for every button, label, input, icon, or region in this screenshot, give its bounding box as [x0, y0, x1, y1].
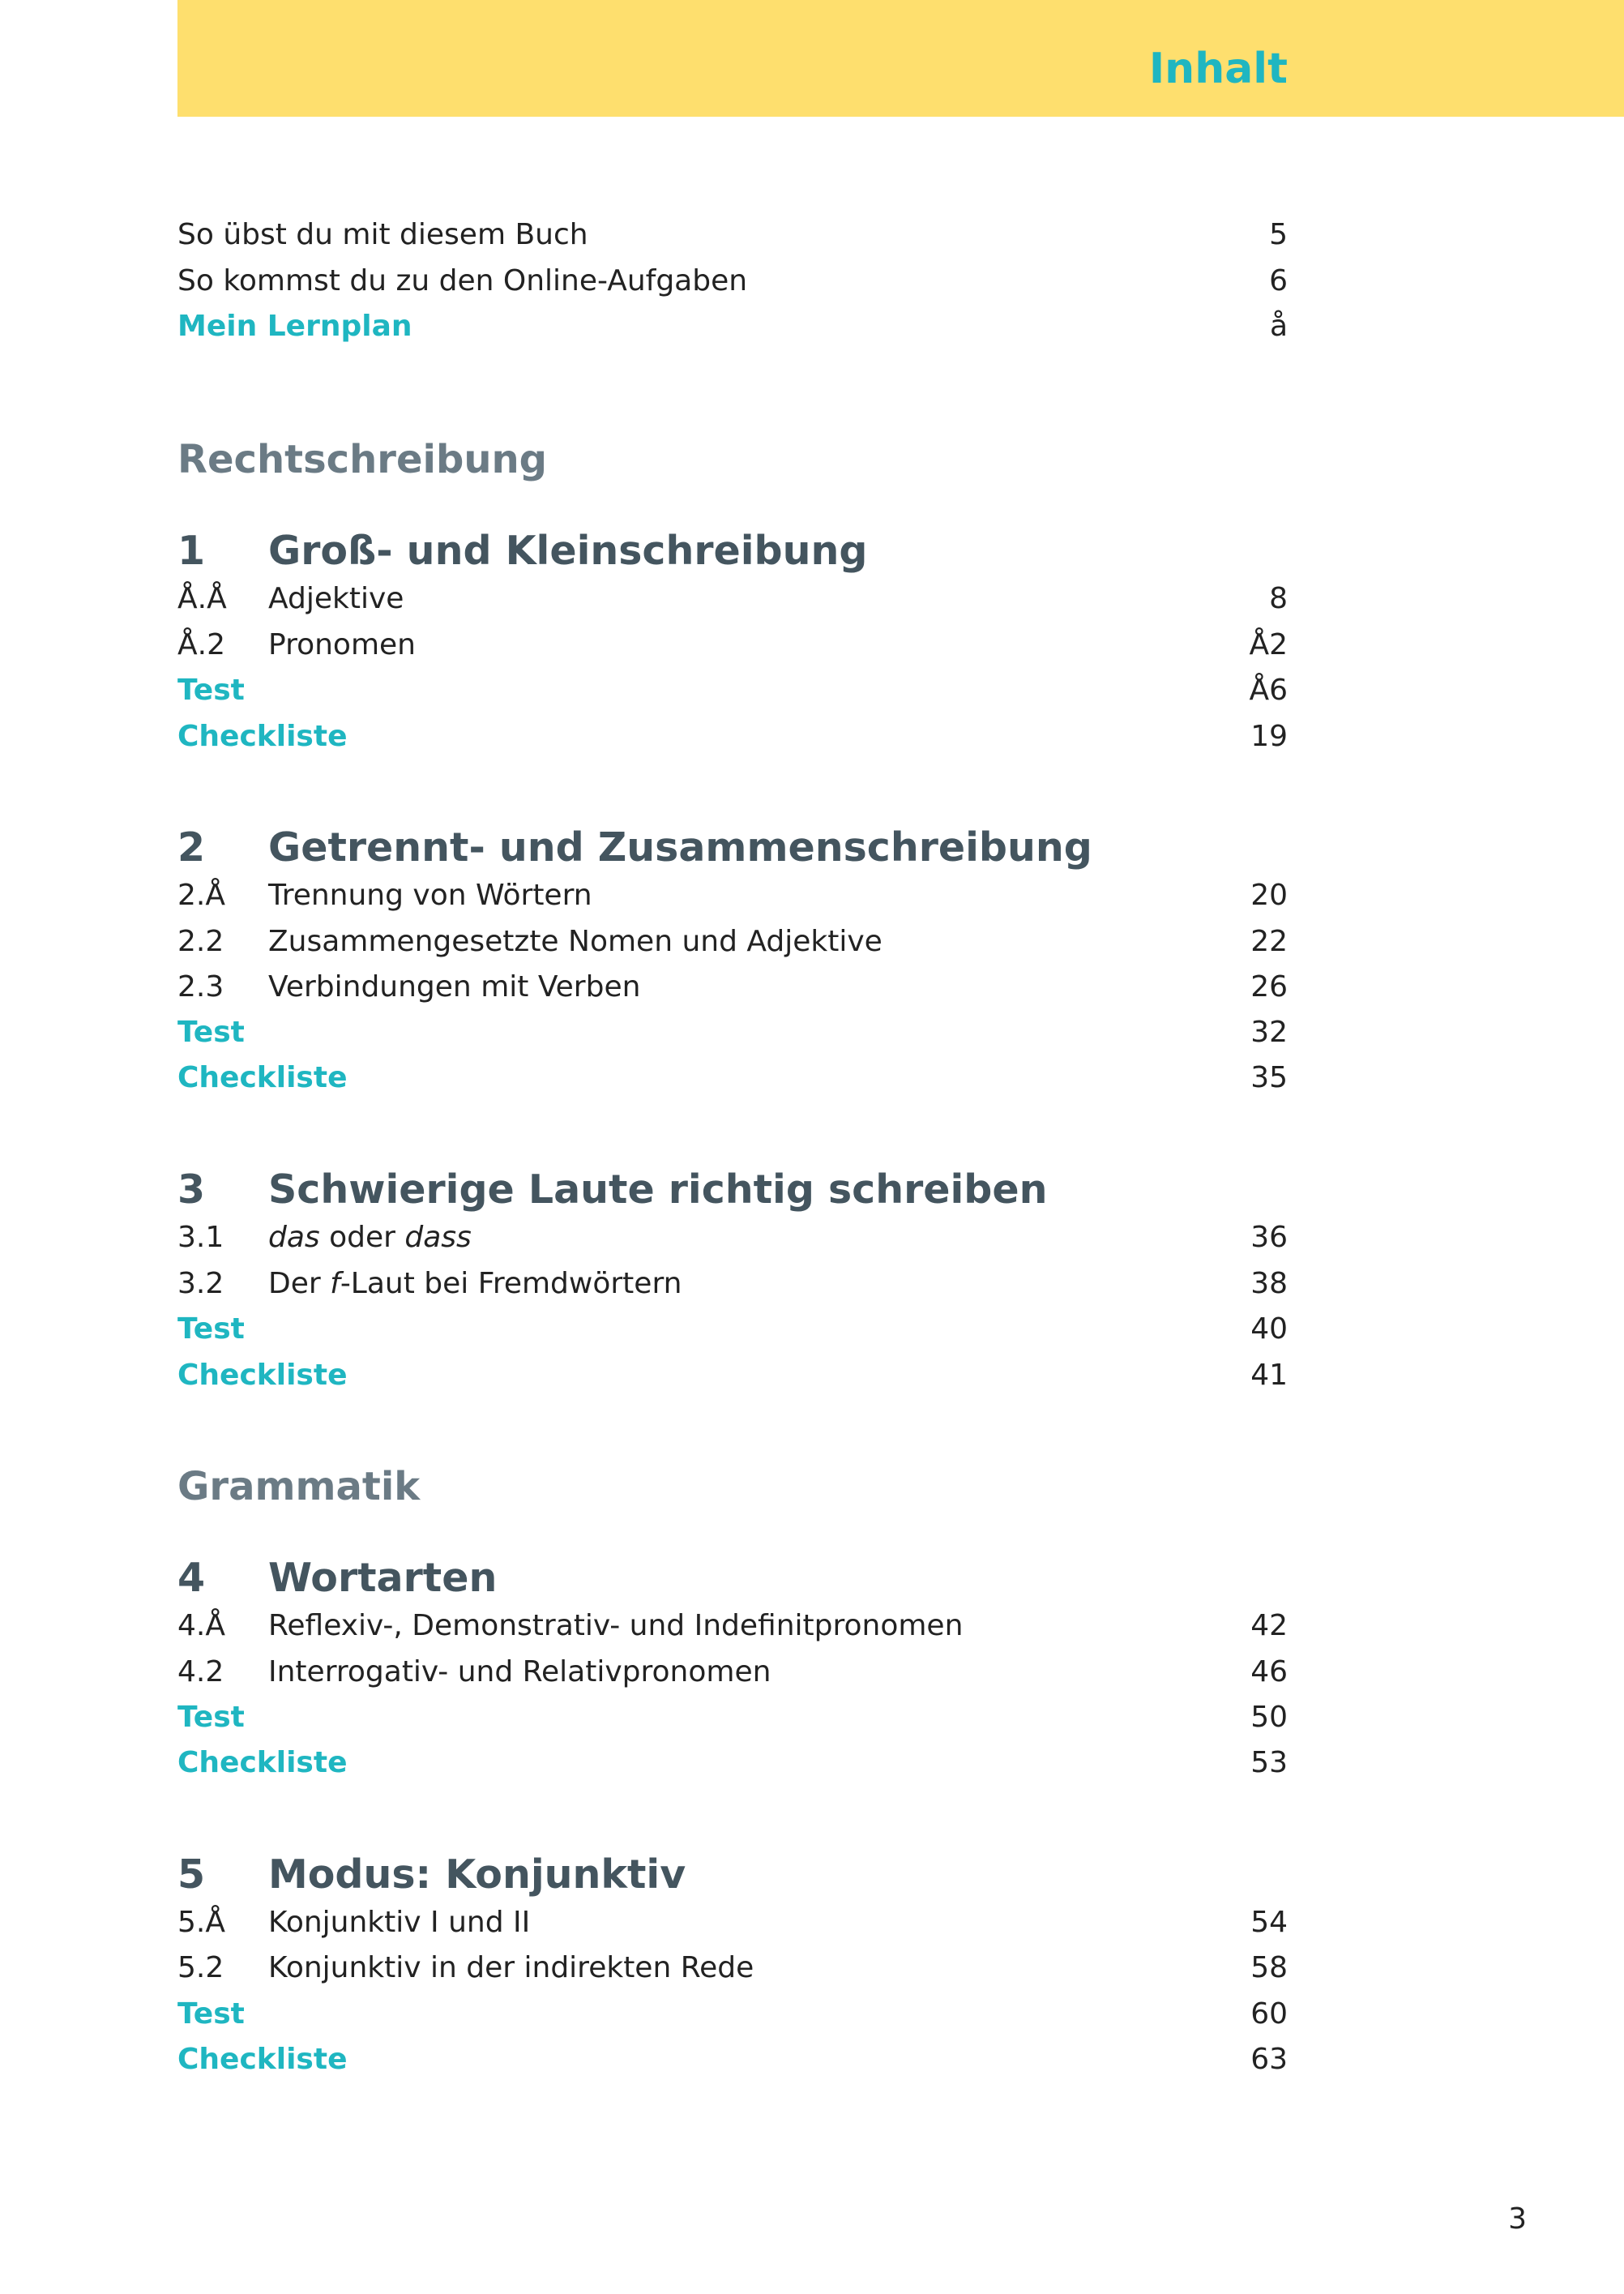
toc-number: 5.Å — [177, 1906, 225, 1939]
toc-row-intro[interactable] — [177, 212, 1288, 258]
chapter-title: Wortarten — [268, 1555, 498, 1601]
toc-number: 3.2 — [177, 1267, 224, 1300]
toc-row[interactable] — [177, 1603, 1288, 1649]
toc-row-test[interactable] — [177, 668, 1288, 713]
toc-page: 32 — [1250, 1016, 1288, 1049]
toc-page: 36 — [1250, 1221, 1288, 1254]
toc-label — [268, 1261, 682, 1307]
chapter-number: 2 — [177, 824, 206, 871]
chapter-number: 1 — [177, 528, 206, 574]
toc-label: Verbindungen mit Verben — [268, 970, 641, 1004]
toc-page: 63 — [1250, 2043, 1288, 2076]
toc-number: 2.2 — [177, 925, 224, 958]
section-heading: Grammatik — [177, 1464, 421, 1509]
chapter-title: Getrennt- und Zusammenschreibung — [268, 824, 1092, 871]
chapter-number: 5 — [177, 1851, 206, 1898]
toc-row[interactable] — [177, 1945, 1288, 1991]
toc-page: 53 — [1250, 1746, 1288, 1779]
toc-page: å — [1269, 310, 1288, 343]
toc-page: 54 — [1250, 1906, 1288, 1939]
toc-label: Trennung von Wörtern — [268, 879, 592, 912]
toc-label: Checkliste — [177, 2043, 348, 2076]
toc-page: 8 — [1269, 582, 1288, 615]
toc-row[interactable] — [177, 873, 1288, 918]
label-text: oder — [319, 1221, 405, 1254]
section-heading: Rechtschreibung — [177, 437, 548, 482]
toc-page: 22 — [1250, 925, 1288, 958]
chapter-title: Groß- und Kleinschreibung — [268, 528, 868, 574]
italic-term: dass — [404, 1221, 472, 1254]
toc-row-checklist[interactable] — [177, 714, 1288, 760]
chapter-title: Schwierige Laute richtig schreiben — [268, 1166, 1048, 1213]
toc-row-intro[interactable] — [177, 259, 1288, 304]
toc-page: 38 — [1250, 1267, 1288, 1300]
toc-label: Test — [177, 674, 245, 707]
toc-page: Å6 — [1249, 674, 1288, 707]
toc-page: 58 — [1250, 1951, 1288, 1984]
toc-number: Å.2 — [177, 628, 225, 661]
toc-number: 3.1 — [177, 1221, 224, 1254]
toc-label: Zusammengesetzte Nomen und Adjektive — [268, 925, 883, 958]
toc-row[interactable] — [177, 1215, 1288, 1260]
header-band — [177, 0, 1624, 117]
label-text: -Laut bei Fremdwörtern — [340, 1267, 682, 1300]
toc-number: 2.3 — [177, 970, 224, 1004]
label-text: Der — [268, 1267, 331, 1300]
toc-row-checklist[interactable] — [177, 1740, 1288, 1786]
toc-label: Interrogativ- und Relativpronomen — [268, 1655, 771, 1688]
toc-label: Checkliste — [177, 720, 348, 753]
toc-label: Checkliste — [177, 1746, 348, 1779]
toc-label: Test — [177, 1701, 245, 1734]
toc-label: Test — [177, 1312, 245, 1346]
toc-page: 26 — [1250, 970, 1288, 1004]
toc-row-checklist[interactable] — [177, 2037, 1288, 2082]
chapter-title: Modus: Konjunktiv — [268, 1851, 686, 1898]
toc-page: 42 — [1250, 1609, 1288, 1642]
toc-label: So kommst du zu den Online-Aufgaben — [177, 264, 748, 297]
italic-term: f — [330, 1267, 340, 1300]
toc-row-test[interactable] — [177, 1992, 1288, 2037]
toc-number: Å.Å — [177, 582, 227, 615]
toc-label — [268, 1215, 472, 1260]
toc-page: 60 — [1250, 1997, 1288, 2031]
toc-row[interactable] — [177, 1900, 1288, 1945]
chapter-number: 3 — [177, 1166, 206, 1213]
toc-row-lernplan[interactable] — [177, 304, 1288, 349]
toc-row-test[interactable] — [177, 1307, 1288, 1352]
chapter-heading[interactable] — [177, 523, 1288, 580]
toc-number: 4.2 — [177, 1655, 224, 1688]
toc-page: 6 — [1269, 264, 1288, 297]
toc-label: Test — [177, 1997, 245, 2031]
toc-row[interactable] — [177, 623, 1288, 668]
toc-label: Checkliste — [177, 1061, 348, 1094]
toc-page: 40 — [1250, 1312, 1288, 1346]
chapter-number: 4 — [177, 1555, 206, 1601]
toc-page: Å2 — [1249, 628, 1288, 661]
chapter-heading[interactable] — [177, 1847, 1288, 1903]
toc-number: 4.Å — [177, 1609, 225, 1642]
chapter-heading[interactable] — [177, 1550, 1288, 1607]
page-title: Inhalt — [1148, 45, 1288, 93]
toc-row-test[interactable] — [177, 1695, 1288, 1740]
toc-label: Adjektive — [268, 582, 404, 615]
toc-number: 2.Å — [177, 879, 225, 912]
toc-row[interactable] — [177, 965, 1288, 1010]
toc-row[interactable] — [177, 576, 1288, 622]
toc-page: 41 — [1250, 1359, 1288, 1392]
page-number: 3 — [1508, 2202, 1527, 2236]
toc-number: 5.2 — [177, 1951, 224, 1984]
toc-row[interactable] — [177, 1261, 1288, 1307]
toc-page: 19 — [1250, 720, 1288, 753]
chapter-heading[interactable] — [177, 820, 1288, 876]
toc-label: Pronomen — [268, 628, 416, 661]
toc-label: Konjunktiv in der indirekten Rede — [268, 1951, 754, 1984]
toc-page: 35 — [1250, 1061, 1288, 1094]
toc-page: 5 — [1269, 218, 1288, 251]
italic-term: das — [268, 1221, 320, 1254]
toc-label: So übst du mit diesem Buch — [177, 218, 588, 251]
toc-label: Checkliste — [177, 1359, 348, 1392]
toc-row-checklist[interactable] — [177, 1055, 1288, 1101]
chapter-heading[interactable] — [177, 1162, 1288, 1218]
toc-label: Mein Lernplan — [177, 310, 412, 343]
toc-row[interactable] — [177, 919, 1288, 965]
toc-row-checklist[interactable] — [177, 1353, 1288, 1398]
toc-page: 20 — [1250, 879, 1288, 912]
toc-row[interactable] — [177, 1650, 1288, 1695]
toc-page: 46 — [1250, 1655, 1288, 1688]
toc-label: Konjunktiv I und II — [268, 1906, 531, 1939]
toc-label: Reflexiv-, Demonstrativ- und Indefinitpronomen — [268, 1609, 964, 1642]
toc-row-test[interactable] — [177, 1010, 1288, 1055]
toc-page: 50 — [1250, 1701, 1288, 1734]
toc-label: Test — [177, 1016, 245, 1049]
